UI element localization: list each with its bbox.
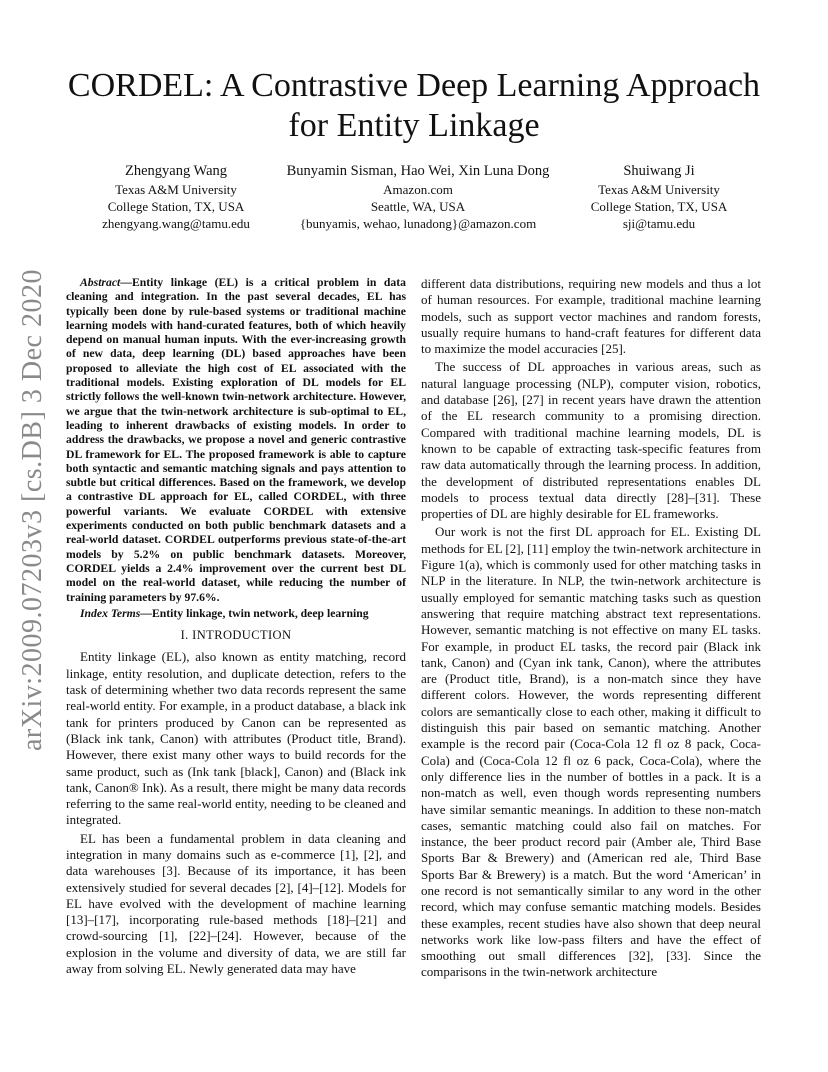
author-block bbox=[60, 162, 778, 242]
paper-title bbox=[60, 66, 768, 146]
index-terms-body: —Entity linkage, twin network, deep learning bbox=[140, 606, 369, 620]
author-affiliation: Amazon.com bbox=[383, 182, 453, 197]
author-3 bbox=[560, 162, 758, 232]
author-1 bbox=[76, 162, 276, 232]
author-location: College Station, TX, USA bbox=[590, 199, 728, 214]
author-email: sji@tamu.edu bbox=[622, 216, 696, 231]
author-name: Bunyamin Sisman, Hao Wei, Xin Luna Dong bbox=[286, 163, 550, 179]
author-2 bbox=[270, 162, 566, 232]
author-name: Shuiwang Ji bbox=[623, 163, 695, 179]
title-line-2: for Entity Linkage bbox=[288, 107, 540, 144]
right-column bbox=[421, 276, 761, 983]
arxiv-identifier: arXiv:2009.07203v3 [cs.DB] 3 Dec 2020 bbox=[17, 269, 48, 751]
author-email: {bunyamis, wehao, lunadong}@amazon.com bbox=[299, 216, 537, 231]
author-affiliation: Texas A&M University bbox=[115, 182, 237, 197]
section-heading-introduction: I. INTRODUCTION bbox=[180, 628, 292, 643]
index-terms bbox=[66, 607, 406, 621]
paragraph: Our work is not the first DL approach for EL. Existing DL methods for EL [2], [11] employ the twin-network architecture in Figure 1(a), which is commonly used for other matching tasks in NLP in the literature. In NLP, the twin-network architecture is usually employed for semantic matching tasks such as question answering that require matching abstract text representations. However, semantic matching is not effective on many EL tasks. For example, in product EL tasks, the record pair (Black ink tank, Canon) and (Cyan ink tank, Canon), where the attributes are (Product title, Brand), is a non-match since they have different colors. However, the words representing different colors are semantically close to each other, making it difficult to distinguish this pair based on semantic matching. Another example is the record pair (Coca-Cola 12 fl oz 8 pack, Coca-Cola) and (Coca-Cola 12 fl oz 6 pack, Coca-Cola), where the only difference lies in the number of bottles in a pack. It is a non-match as well, even though words representing numbers have similar semantic meanings. In addition to these non-match cases, semantic matching could also fail on matches. For instance, the beer product record pair (Amber ale, Third Base Sports Bar & Brewery) and (American red ale, Third Base Sports Bar & Brewery) is a match. But the word ‘American’ in one record is not semantically similar to any word in the other record, which may confuse semantic matching models. Besides these examples, recent studies have also shown that deep neural networks work like low-pass filters and have the effect of smoothing out small differences [32], [33]. Since the comparisons in the twin-network architecture bbox=[421, 524, 761, 980]
arxiv-side-stamp bbox=[8, 269, 58, 751]
paragraph: The success of DL approaches in various areas, such as natural language processing (NLP), computer vision, robotics, and database [26], [27] in recent years have drawn the attention of the EL research community to a promising direction. Compared with traditional machine learning models, DL is known to be capable of extracting task-specific features from raw data automatically through the learning process. In addition, the development of distributed representations enables DL models to process textual data directly [28]–[31]. These properties of DL are highly desirable for EL frameworks. bbox=[421, 359, 761, 522]
paragraph: Entity linkage (EL), also known as entity matching, record linkage, entity resolution, and duplicate detection, refers to the task of determining whether two data records represent the same real-world entity. For example, in a product database, a black ink tank for printers produced by Canon can be represented as (Black ink tank, Canon) with attributes (Product title, Brand). However, there exist many other ways to build records for the same product, such as (Ink tank [black], Canon) and (Black ink tank, Canon® Ink). As a result, there might be many data records referring to the same real-world entity, needing to be cleaned and integrated. bbox=[66, 649, 406, 828]
paragraph: EL has been a fundamental problem in data cleaning and integration in many domains such as e-commerce [1], [2], and data warehouses [3]. Because of its importance, it has been extensively studied for several decades [2], [4]–[12]. Models for EL have evolved with the development of machine learning [13]–[17], incorporating rule-based methods [18]–[21] and crowd-sourcing [1], [22]–[24]. However, because of the explosion in the volume and diversity of data, we are still far away from solving EL. Newly generated data may have bbox=[66, 830, 406, 977]
author-location: College Station, TX, USA bbox=[107, 199, 245, 214]
author-affiliation: Texas A&M University bbox=[598, 182, 720, 197]
abstract-body: —Entity linkage (EL) is a critical problem in data cleaning and integration. In the past several decades, EL has typically been done by rule-based systems or traditional machine learning models with hand-curated features, both of which heavily depend on manual human inputs. With the ever-increasing growth of new data, deep learning (DL) based approaches have been proposed to alleviate the high cost of EL associated with the traditional models. Existing exploration of DL models for EL strictly follows the well-known twin-network architecture. However, we argue that the twin-network architecture is sub-optimal to EL, leading to inherent drawbacks of existing models. In order to address the drawbacks, we propose a novel and generic contrastive DL framework for EL. The proposed framework is able to capture both syntactic and semantic matching signals and pays attention to subtle but critical differences. Based on the framework, we develop a contrastive DL approach for EL, called CORDEL, with three powerful variants. We evaluate CORDEL with extensive experiments conducted on both public benchmark datasets and a real-world dataset. CORDEL outperforms previous state-of-the-art models by 5.2% on public benchmark datasets. Moreover, CORDEL yields a 2.4% improvement over the current best DL model on the real-world dataset, while reducing the number of training parameters by 97.6%. bbox=[66, 276, 406, 604]
index-terms-lead: Index Terms bbox=[80, 606, 141, 620]
paragraph: different data distributions, requiring new models and thus a lot of human resources. For example, traditional machine learning models, such as support vector machines and random forests, usually require humans to hand-craft features for different data to maximize the model accuracies [25]. bbox=[421, 276, 761, 357]
abstract bbox=[66, 276, 406, 605]
author-email: zhengyang.wang@tamu.edu bbox=[102, 216, 250, 231]
author-location: Seattle, WA, USA bbox=[370, 199, 466, 214]
author-name: Zhengyang Wang bbox=[124, 163, 228, 179]
abstract-lead: Abstract bbox=[80, 276, 121, 289]
left-column bbox=[66, 276, 406, 979]
title-line-1: CORDEL: A Contrastive Deep Learning Approach bbox=[67, 67, 761, 104]
